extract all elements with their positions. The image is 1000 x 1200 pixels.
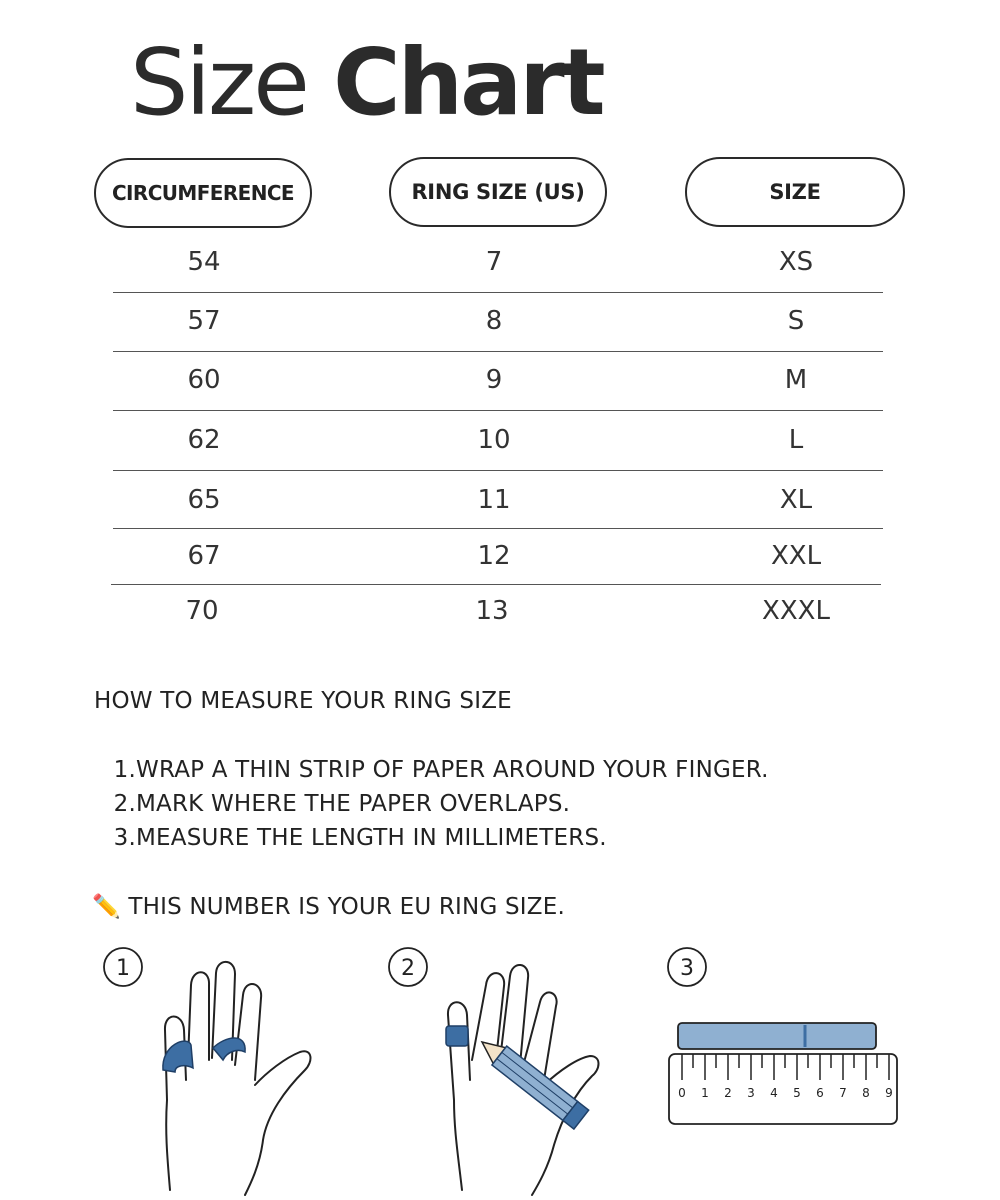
ruler-label: 8 [862, 1086, 870, 1100]
instructions-heading: HOW TO MEASURE YOUR RING SIZE [94, 688, 512, 714]
cell-size: S [787, 306, 805, 336]
cell-size: XS [778, 247, 814, 277]
paper-strip [678, 1023, 876, 1049]
pencil-drawing [475, 1033, 589, 1129]
instruction-step [110, 757, 769, 783]
title-light: Size [130, 29, 307, 136]
ruler-label: 9 [885, 1086, 893, 1100]
table-row [0, 425, 1000, 455]
ruler-label: 6 [816, 1086, 824, 1100]
cell-size: L [788, 425, 804, 455]
cell-ring-size: 8 [485, 306, 503, 336]
paper-strip-left [163, 1041, 193, 1072]
step-text: MEASURE THE LENGTH IN MILLIMETERS. [136, 825, 607, 851]
ruler-label: 2 [724, 1086, 732, 1100]
cell-size: XL [779, 485, 813, 515]
title-bold: Chart [333, 29, 603, 136]
table-row [0, 247, 1000, 277]
row-divider [113, 528, 883, 529]
table-row [0, 306, 1000, 336]
cell-ring-size: 13 [475, 596, 509, 626]
cell-circumference: 60 [187, 365, 221, 395]
cell-circumference: 65 [187, 485, 221, 515]
cell-circumference: 57 [187, 306, 221, 336]
step-number: 2. [113, 791, 136, 817]
step-number: 1. [113, 757, 136, 783]
cell-ring-size: 10 [477, 425, 511, 455]
table-row [0, 541, 1000, 571]
ruler-label: 7 [839, 1086, 847, 1100]
cell-circumference: 54 [187, 247, 221, 277]
table-row [0, 365, 1000, 395]
row-divider [113, 292, 883, 293]
instruction-step [110, 825, 607, 851]
ruler-label: 0 [678, 1086, 686, 1100]
step-number: 3. [113, 825, 136, 851]
step-text: MARK WHERE THE PAPER OVERLAPS. [136, 791, 571, 817]
paper-strip-right [213, 1038, 245, 1060]
cell-circumference: 62 [187, 425, 221, 455]
note-text: THIS NUMBER IS YOUR EU RING SIZE. [128, 894, 565, 920]
header-ring-size-us: RING SIZE (US) [389, 157, 607, 227]
cell-size: XXXL [762, 596, 830, 626]
eu-size-note [92, 893, 565, 920]
hand-wrap-illustration [95, 940, 335, 1200]
ruler-label: 4 [770, 1086, 778, 1100]
pencil-icon: ✏️ [92, 894, 121, 920]
cell-ring-size: 11 [477, 485, 511, 515]
ruler-illustration [660, 940, 905, 1140]
header-circumference: CIRCUMFERENCE [94, 158, 312, 228]
ruler-label: 3 [747, 1086, 755, 1100]
cell-ring-size: 12 [477, 541, 511, 571]
paper-strip-finger [446, 1026, 468, 1046]
cell-size: M [784, 365, 808, 395]
cell-circumference: 70 [185, 596, 219, 626]
row-divider [113, 351, 883, 352]
step-marker-3: 3 [680, 956, 694, 981]
table-row [0, 596, 1000, 626]
step-text: WRAP A THIN STRIP OF PAPER AROUND YOUR FINGER. [136, 757, 769, 783]
header-size: SIZE [685, 157, 905, 227]
page-title [130, 28, 603, 138]
ruler-label: 5 [793, 1086, 801, 1100]
row-divider [113, 410, 883, 411]
instruction-step [110, 791, 570, 817]
ruler-label: 1 [701, 1086, 709, 1100]
row-divider [113, 470, 883, 471]
hand-outline [165, 962, 311, 1195]
cell-ring-size: 7 [485, 247, 503, 277]
cell-ring-size: 9 [485, 365, 503, 395]
cell-circumference: 67 [187, 541, 221, 571]
step-marker-1: 1 [116, 956, 130, 981]
step-marker-2: 2 [401, 956, 415, 981]
cell-size: XXL [770, 541, 822, 571]
row-divider [111, 584, 881, 585]
pencil-mark-illustration [382, 940, 622, 1200]
table-row [0, 485, 1000, 515]
